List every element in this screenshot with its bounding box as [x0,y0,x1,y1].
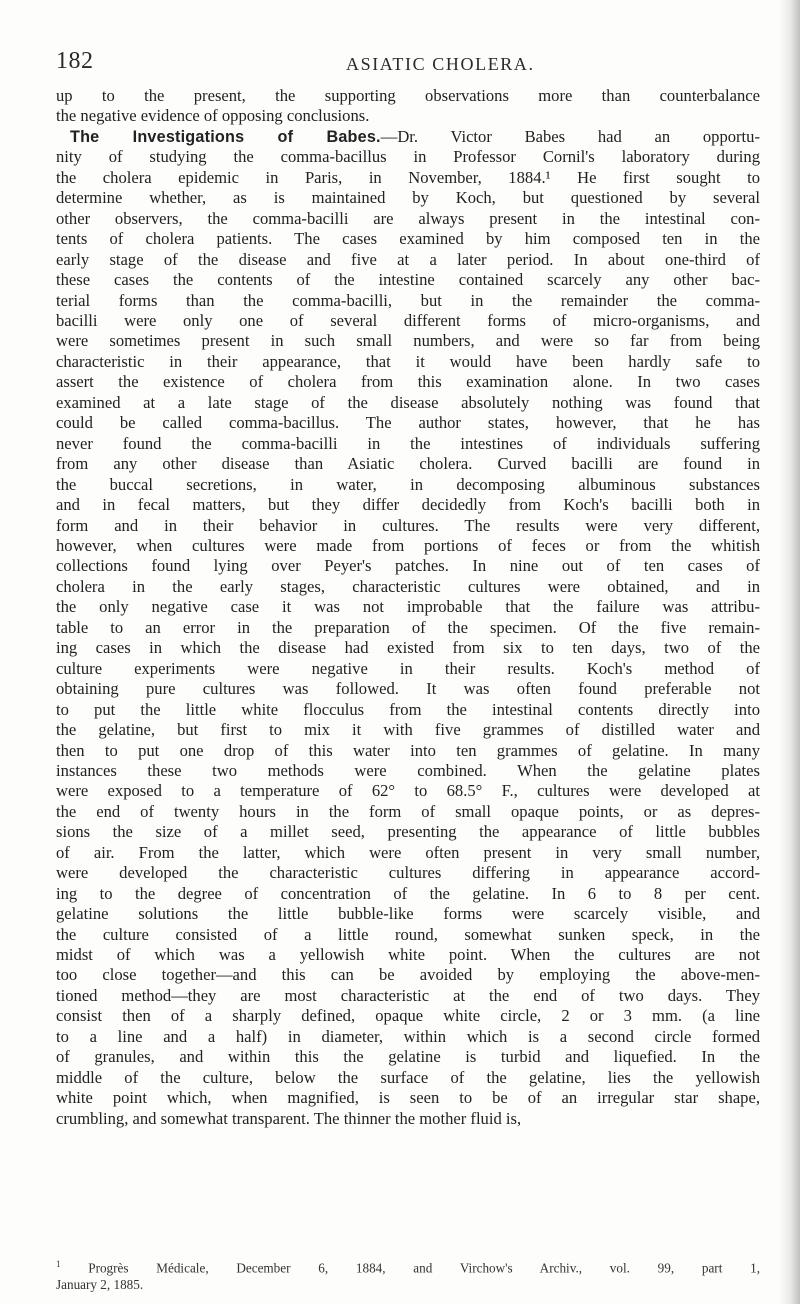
footnote-marker: 1 [56,1259,61,1269]
text-line: of granules, and within this the gelatine is turbid and liquefied. In the [56,1047,760,1067]
body-text [56,86,760,1129]
text-line: white point which, when magnified, is seen to be of an irregular star shape, [56,1088,760,1108]
text-line: then to put one drop of this water into ten grammes of gelatine. In many [56,740,760,760]
text-line: table to an error in the preparation of the specimen. Of the five remain- [56,617,760,637]
text-line: crumbling, and somewhat transparent. The thinner the mother fluid is, [56,1108,522,1128]
text-line: nity of studying the comma-bacillus in Professor Cornil's laboratory during [56,147,760,167]
text-line: consist then of a sharply defined, opaque white circle, 2 or 3 mm. (a line [56,1006,760,1026]
page-number: 182 [56,48,94,74]
text-line: the buccal secretions, in water, in decomposing albuminous substances [56,474,760,494]
footnote [56,1256,760,1293]
text-line: too close together—and this can be avoided by employing the above-men- [56,965,760,985]
text-line: the only negative case it was not improbable that the failure was attribu- [56,597,760,617]
text-line: up to the present, the supporting observations more than counterbalance [56,86,760,105]
text-line: were exposed to a temperature of 62° to 68.5° F., cultures were developed at [56,781,760,801]
text-line: however, when cultures were made from portions of feces or from the whitish [56,535,760,555]
section-heading-line [56,127,760,147]
text-line: the end of twenty hours in the form of small opaque points, or as depres- [56,801,760,821]
section-heading: The Investigations of Babes. [70,127,381,146]
text-line: midst of which was a yellowish white point. When the cultures are not [56,945,760,965]
text-line: characteristic in their appearance, that it would have been hardly safe to [56,351,760,371]
text-line: of air. From the latter, which were often present in very small number, [56,842,760,862]
text-line: from any other disease than Asiatic cholera. Curved bacilli are found in [56,454,760,474]
text-line: assert the existence of cholera from this examination alone. In two cases [56,372,760,392]
text-line: bacilli were only one of several different forms of micro-organisms, and [56,310,760,330]
text-line: the culture consisted of a little round, somewhat sunken speck, in the [56,924,760,944]
text-line: instances these two methods were combined. When the gelatine plates [56,760,760,780]
text-line: examined at a late stage of the disease absolutely nothing was found that [56,392,760,412]
text-line: form and in their behavior in cultures. The results were very different, [56,515,760,535]
text-line: other observers, the comma-bacilli are always present in the intestinal con- [56,208,760,228]
text-line: the cholera epidemic in Paris, in November, 1884.¹ He first sought to [56,167,760,187]
text-line: determine whether, as is maintained by Koch, but questioned by several [56,188,760,208]
text-line: to put the little white flocculus from the intestinal contents directly into [56,699,760,719]
text-line: to a line and a half) in diameter, within which is a second circle formed [56,1026,760,1046]
text-line: these cases the contents of the intestine contained scarcely any other bac- [56,270,760,290]
running-head [56,48,756,80]
text-line: tents of cholera patients. The cases examined by him composed ten in the [56,229,760,249]
text-line: the gelatine, but first to mix it with five grammes of distilled water and [56,720,760,740]
text-line: cholera in the early stages, characteristic cultures were obtained, and in [56,576,760,596]
text-line: early stage of the disease and five at a later period. In about one-third of [56,249,760,269]
text-line: were developed the characteristic cultures differing in appearance accord- [56,863,760,883]
text-line: gelatine solutions the little bubble-like forms were scarcely visible, and [56,904,760,924]
footnote-text: Progrès Médicale, December 6, 1884, and Virchow's Archiv., vol. 99, part 1, [88,1260,760,1276]
footnote-line: January 2, 1885. [56,1277,144,1293]
text-line-rest: —Dr. Victor Babes had an opportu- [380,126,760,146]
text-line: ing to the degree of concentration of the gelatine. In 6 to 8 per cent. [56,883,760,903]
text-line: never found the comma-bacilli in the intestines of individuals suffering [56,433,760,453]
text-line: were sometimes present in such small numbers, and were so far from being [56,331,760,351]
text-line: terial forms than the comma-bacilli, but in the remainder the comma- [56,290,760,310]
text-line: obtaining pure cultures was followed. It was often found preferable not [56,679,760,699]
text-line: could be called comma-bacillus. The author states, however, that he has [56,413,760,433]
footnote-line [56,1256,760,1276]
text-line: collections found lying over Peyer's patches. In nine out of ten cases of [56,556,760,576]
text-line: the negative evidence of opposing conclusions. [56,106,370,126]
text-line: sions the size of a millet seed, presenting the appearance of little bubbles [56,822,760,842]
running-title: ASIATIC CHOLERA. [346,54,535,74]
text-line: ing cases in which the disease had existed from six to ten days, two of the [56,638,760,658]
text-line: middle of the culture, below the surface of the gelatine, lies the yellowish [56,1067,760,1087]
text-line: culture experiments were negative in their results. Koch's method of [56,658,760,678]
text-line: tioned method—they are most characteristic at the end of two days. They [56,985,760,1005]
page-edge-shadow [778,0,800,1304]
text-line: and in fecal matters, but they differ decidedly from Koch's bacilli both in [56,495,760,515]
